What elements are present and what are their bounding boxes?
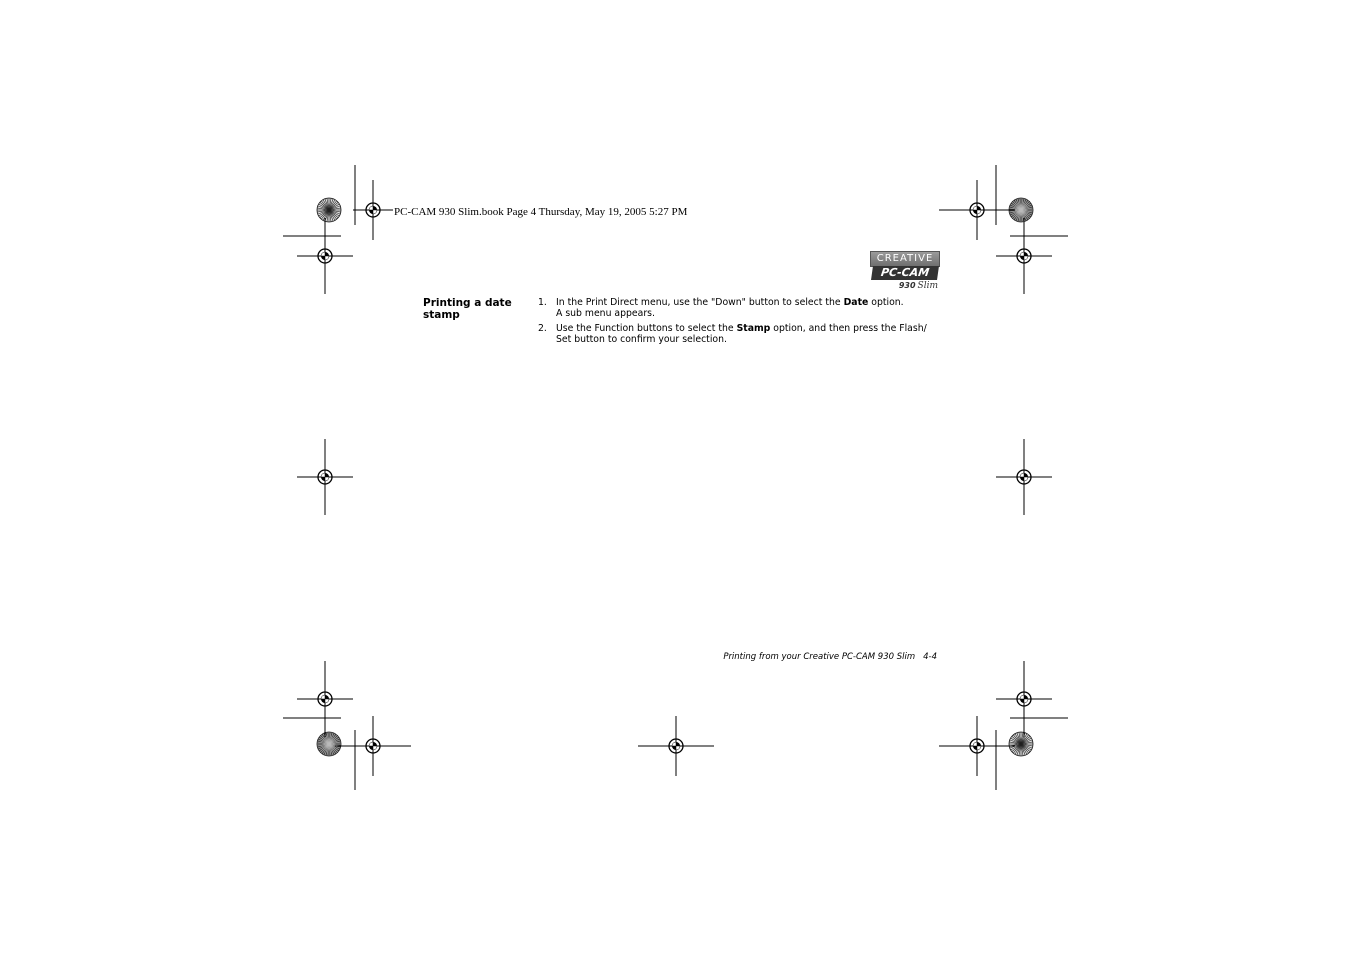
registration-target-icon: [297, 218, 353, 294]
step-emphasis: Date: [843, 297, 869, 308]
registration-target-icon: [939, 180, 1015, 240]
step-text-part: option, and then press the Flash/: [770, 323, 927, 334]
logo-product: PC-CAM: [871, 266, 939, 280]
logo-brand: CREATIVE: [870, 251, 940, 267]
step-emphasis: Stamp: [736, 323, 771, 334]
color-registration-starburst-icon: [317, 732, 341, 756]
registration-target-icon: [996, 661, 1052, 737]
registration-target-icon: [996, 439, 1052, 515]
step-text: [556, 297, 958, 319]
registration-target-icon: [939, 716, 1015, 776]
step-item: [538, 297, 958, 319]
color-registration-starburst-icon: [317, 198, 341, 222]
registration-target-icon: [297, 661, 353, 737]
page-footer: [723, 652, 937, 662]
step-list: [538, 297, 958, 349]
step-text-part: Use the Function buttons to select the: [556, 323, 737, 334]
section-heading: Printing a date stamp: [423, 297, 512, 321]
step-text: [556, 323, 958, 345]
logo-model: [899, 281, 938, 291]
registration-target-icon: [996, 218, 1052, 294]
registration-target-icon: [638, 716, 714, 776]
print-slug-line: PC-CAM 930 Slim.book Page 4 Thursday, May 19, 2005 5:27 PM: [394, 206, 688, 218]
creative-pc-cam-logo: [870, 251, 940, 293]
step-text-part: In the Print Direct menu, use the "Down" button to select the: [556, 297, 844, 308]
step-number: 1.: [538, 297, 547, 308]
step-text-part: option.: [868, 297, 904, 308]
logo-model-number: 930: [898, 281, 916, 290]
registration-target-icon: [297, 439, 353, 515]
registration-target-icon: [335, 716, 411, 776]
page-number: 4-4: [923, 652, 937, 662]
registration-target-icon: [353, 180, 393, 240]
step-item: [538, 323, 958, 345]
step-text-line2: A sub menu appears.: [556, 308, 655, 319]
color-registration-starburst-icon: [1009, 732, 1033, 756]
step-text-line2: Set button to confirm your selection.: [556, 334, 727, 345]
step-number: 2.: [538, 323, 547, 334]
footer-title: Printing from your Creative PC-CAM 930 Slim: [723, 652, 916, 662]
logo-model-variant: Slim: [917, 281, 938, 291]
